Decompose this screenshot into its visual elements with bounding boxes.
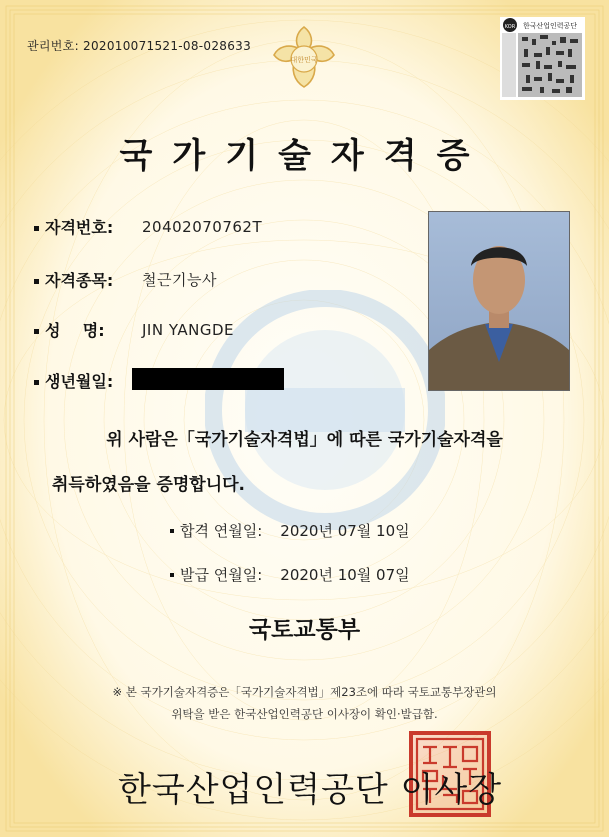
government-emblem bbox=[268, 23, 340, 95]
qr-org-label: 한국산업인력공단 bbox=[522, 22, 578, 30]
ministry-name: 국토교통부 bbox=[248, 617, 361, 643]
issuer-signature-line: 한국산업인력공단 이사장 bbox=[118, 770, 503, 810]
field-row-name bbox=[34, 318, 234, 341]
note-line-2: 위탁을 받은 한국산업인력공단 이사장이 확인·발급함. bbox=[171, 707, 438, 721]
issue-date-label: 발급 연월일: bbox=[180, 566, 263, 584]
field-label: 성 명: bbox=[34, 318, 142, 341]
pass-date: 2020년 07월 10일 bbox=[280, 522, 410, 540]
emblem-text: 대한민국 bbox=[290, 56, 318, 64]
issue-date-row bbox=[170, 564, 410, 585]
issue-date: 2020년 10월 07일 bbox=[280, 566, 410, 584]
statement-line-2: 취득하였음을 증명합니다. bbox=[52, 475, 246, 495]
holder-name: JIN YANGDE bbox=[142, 320, 234, 339]
qr-badge: KOR bbox=[504, 24, 516, 30]
field-label: 생년월일: bbox=[34, 369, 142, 392]
bullet-icon bbox=[34, 279, 39, 284]
field-row-qualification-type bbox=[34, 268, 217, 291]
bullet-icon bbox=[34, 226, 39, 231]
field-label: 자격종목: bbox=[34, 268, 142, 291]
bullet-icon bbox=[170, 573, 174, 577]
pass-date-label: 합격 연월일: bbox=[180, 522, 263, 540]
qualification-type: 철근기능사 bbox=[142, 271, 217, 289]
management-number-value: 202010071521-08-028633 bbox=[83, 39, 252, 53]
note-line-1: ※ 본 국가기술자격증은「국가기술자격법」제23조에 따라 국토교통부장관의 bbox=[112, 685, 497, 699]
bullet-icon bbox=[34, 380, 39, 385]
pass-date-row bbox=[170, 520, 410, 541]
management-number bbox=[27, 37, 251, 54]
field-row-birth-date bbox=[34, 369, 142, 392]
management-number-label: 관리번호: bbox=[27, 39, 79, 53]
bullet-icon bbox=[170, 529, 174, 533]
qr-code-block bbox=[500, 17, 585, 100]
certificate-title: 국가기술자격증 bbox=[119, 136, 490, 176]
statement-line-1: 위 사람은「국가기술자격법」에 따른 국가기술자격을 bbox=[106, 430, 503, 450]
redaction-bar bbox=[132, 368, 284, 390]
bullet-icon bbox=[34, 329, 39, 334]
field-label: 자격번호: bbox=[34, 215, 142, 238]
field-row-qualification-number bbox=[34, 215, 262, 238]
holder-photo bbox=[428, 211, 570, 391]
qualification-number: 20402070762T bbox=[142, 217, 263, 236]
